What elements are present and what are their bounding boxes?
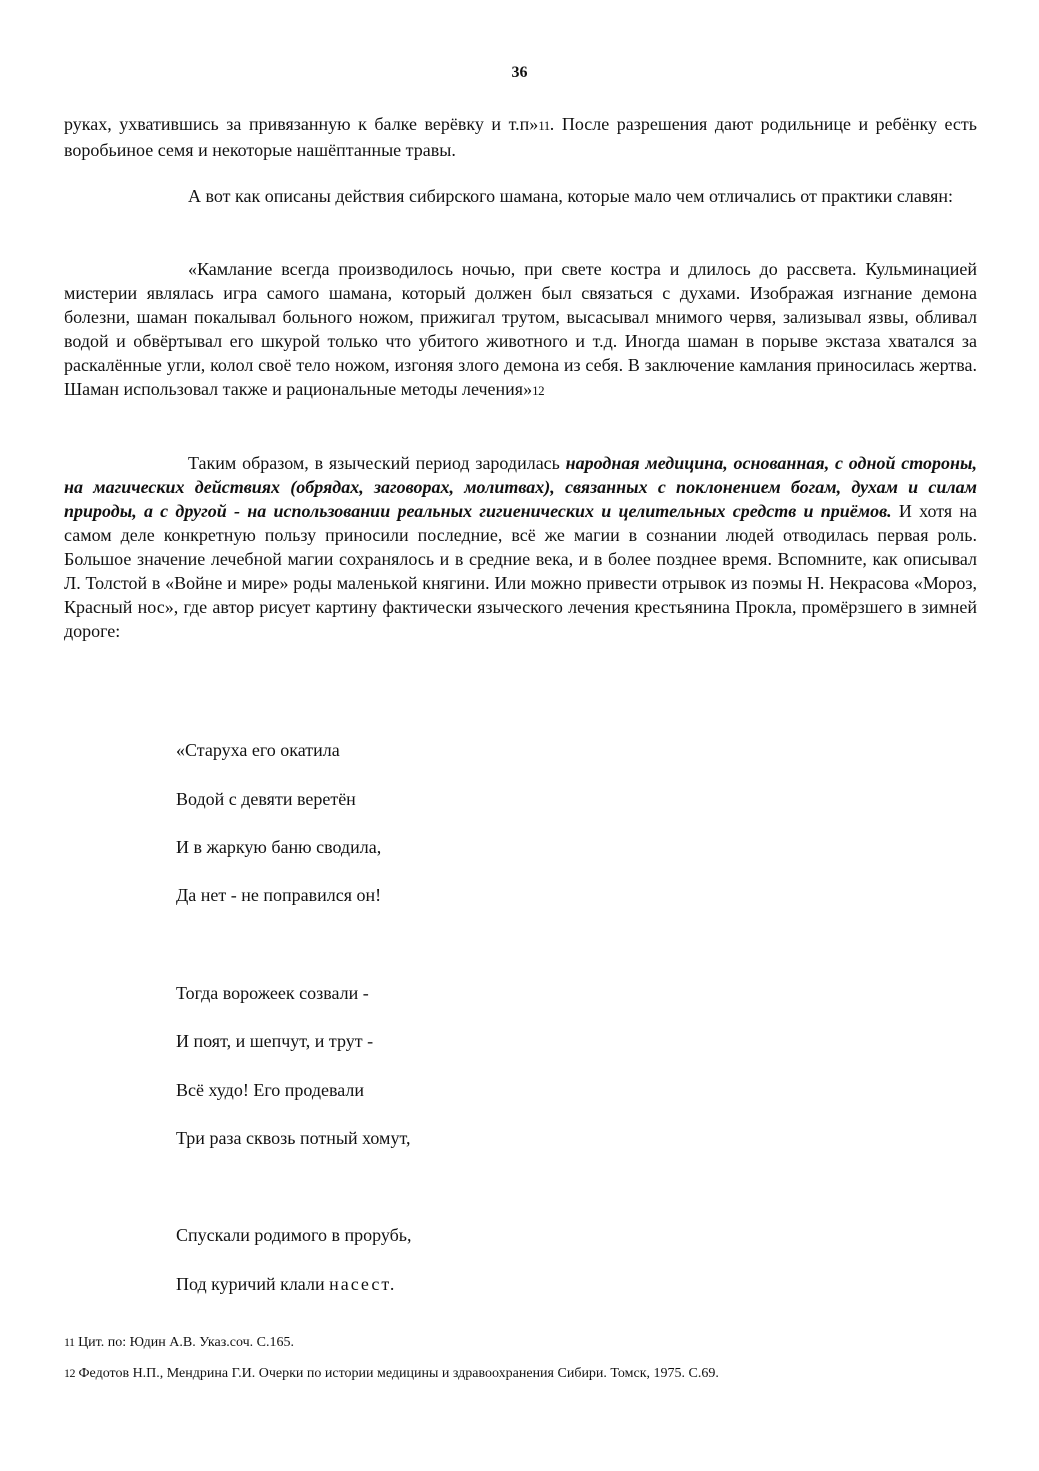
poem-line: Всё худо! Его продевали: [176, 1080, 365, 1100]
paragraph-shaman-intro: [64, 184, 977, 208]
poem-line: «Старуха его окатила: [176, 740, 340, 760]
footnote-ref-12[interactable]: 12: [532, 383, 545, 398]
poem-line: Спускали родимого в прорубь,: [176, 1225, 412, 1245]
footnote-number: 12: [64, 1366, 75, 1380]
poem-line-text: Под куричий клали: [176, 1274, 330, 1294]
paragraph-text-cont: . После разрешения дают родильнице и ребёнку есть воробьиное семя и некоторые нашёптанные травы.: [64, 114, 977, 160]
poem-line-spaced-word: насест.: [329, 1274, 397, 1294]
paragraph-text: А вот как описаны действия сибирского шамана, которые мало чем отличались от практики славян:: [188, 186, 954, 206]
poem-line: И поят, и шепчут, и трут -: [176, 1031, 374, 1051]
paragraph-birth-rites: [64, 112, 977, 162]
footnote-text: Цит. по: Юдин А.В. Указ.соч. С.165.: [74, 1335, 294, 1350]
poem-line: Водой с девяти веретён: [176, 789, 356, 809]
paragraph-text-cont: И хотя на самом деле конкретную пользу приносили последние, всё же магии в сознании людей отводилась первая роль. Большое значение лечебной магии сохранялось и в средние века, и в более позднее время. Вспомните, как описывал Л. Толстой в «Войне и мире» роды маленькой княгини. Или можно привести отрывок из поэмы Н. Некрасова «Мороз, Красный нос», где автор рисует картину фактически языческого лечения крестьянина Прокла, промёрзшего в зимней дороге:: [64, 501, 977, 641]
paragraph-text: Таким образом, в языческий период зародилась: [188, 453, 566, 473]
paragraph-shaman-quote: [64, 257, 977, 403]
paragraph-text: руках, ухватившись за привязанную к балке верёвку и т.п»: [64, 114, 539, 134]
page-number: 36: [511, 64, 528, 81]
footnote-11: [64, 1335, 294, 1351]
emphasized-definition: народная медицина, основанная, с одной стороны, на магических действиях (обрядах, заговорах, молитвах), связанных с поклонением богам, духам и силам природы, а с другой - на использовании реальных гигиенических и целительных средств и приёмов.: [64, 453, 977, 521]
footnote-ref-11[interactable]: 11: [538, 118, 550, 133]
poem-line: Три раза сквозь потный хомут,: [176, 1128, 411, 1148]
poem-line: Да нет - не поправился он!: [176, 885, 382, 905]
paragraph-folk-medicine: [64, 451, 977, 643]
footnote-text: Федотов Н.П., Мендрина Г.И. Очерки по истории медицины и здравоохранения Сибири. Томск, 1975. С.69.: [75, 1366, 719, 1381]
footnote-number: 11: [64, 1335, 75, 1349]
poem-line: Тогда ворожеек созвали -: [176, 983, 369, 1003]
poem-line: И в жаркую баню сводила,: [176, 837, 382, 857]
quote-text: «Камлание всегда производилось ночью, при свете костра и длилось до рассвета. Кульминацией мистерии являлась игра самого шамана, который должен был связаться с духами. Изображая изгнание демона болезни, шаман покалывал больного ножом, прижигал трутом, высасывал мнимого червя, зализывал язвы, обливал водой и обвёртывал его шкурой только что убитого животного и т.д. Иногда шаман в порыве экстаза хватался за раскалённые угли, колол своё тело ножом, изгоняя злого демона из себя. В заключение камлания приносилась жертва. Шаман использовал также и рациональные методы лечения»: [64, 259, 977, 399]
poem-line-last: [176, 1274, 396, 1295]
footnote-12: [64, 1366, 719, 1382]
